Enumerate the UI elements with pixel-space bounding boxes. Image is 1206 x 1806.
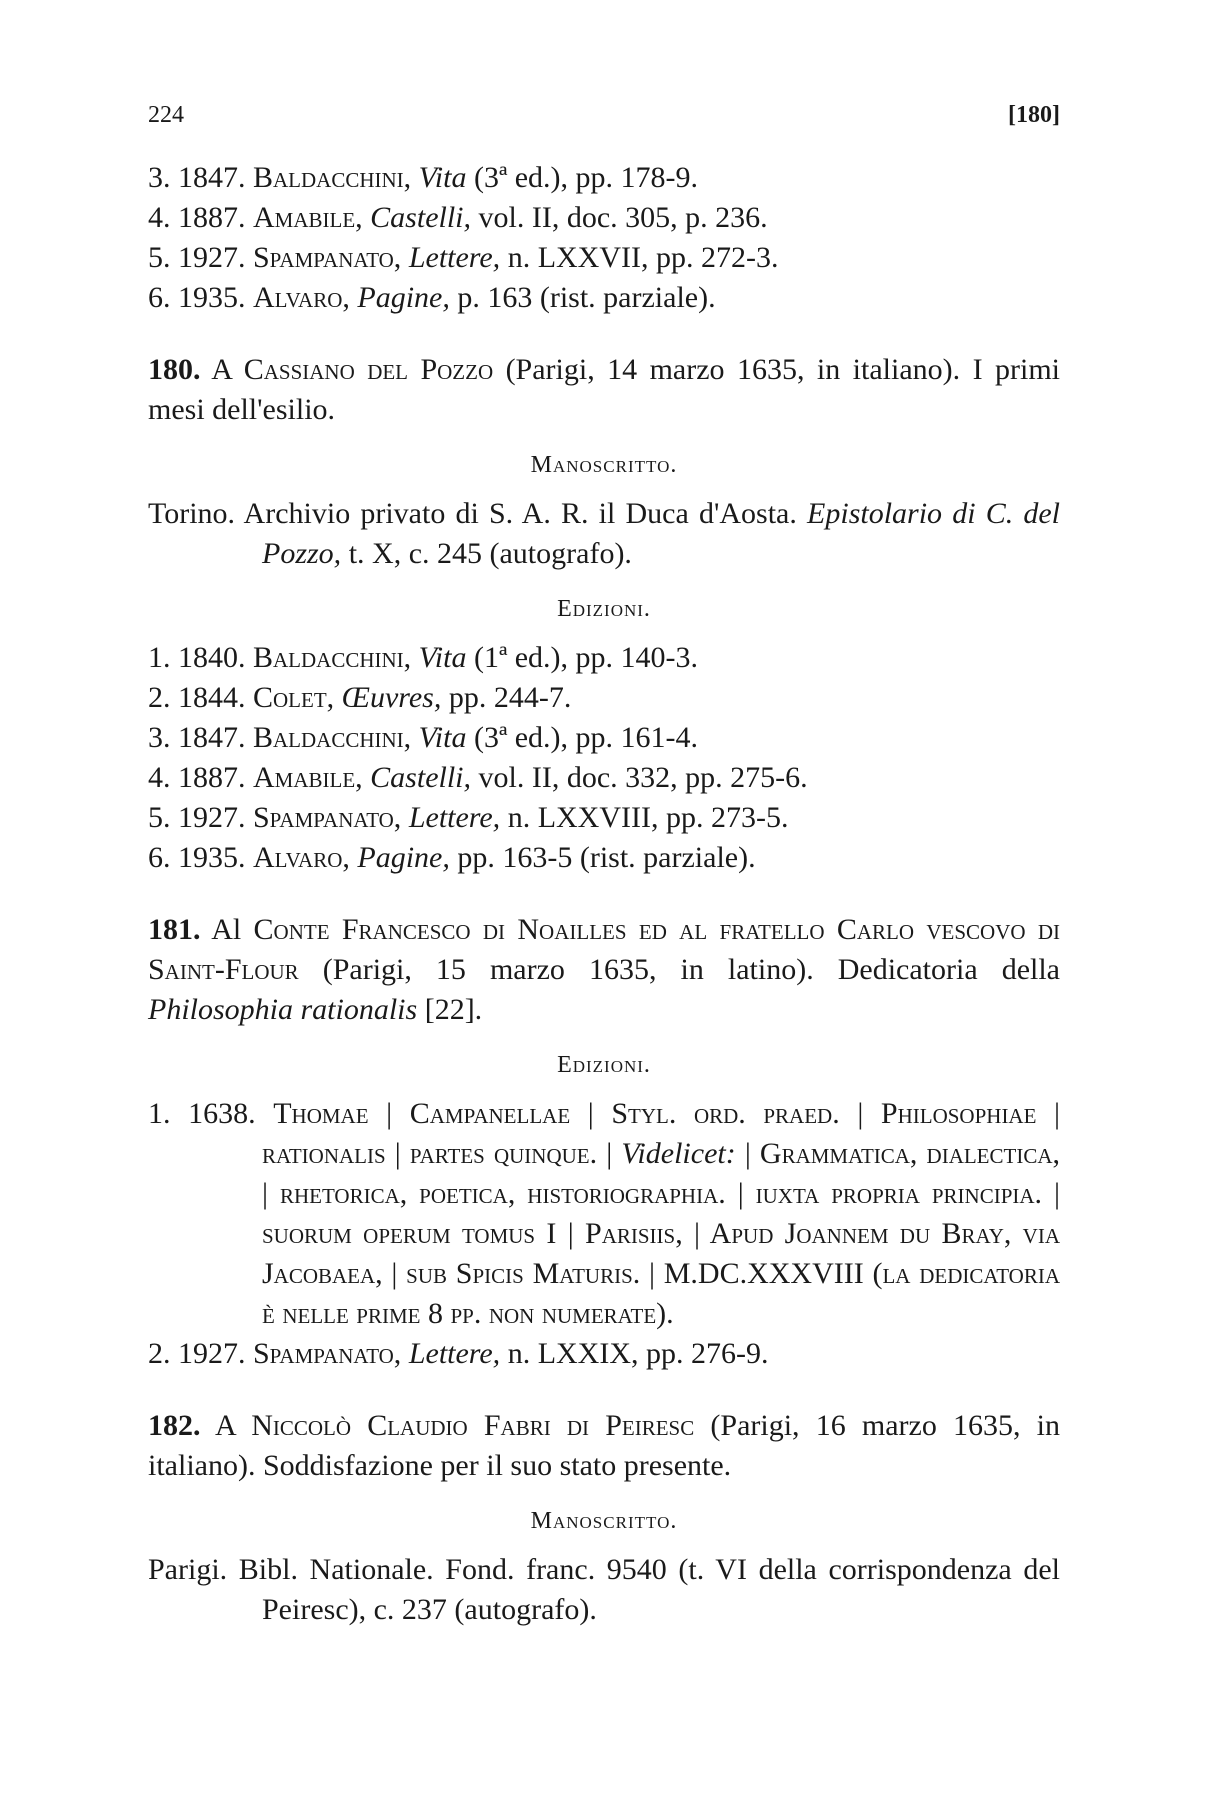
editions-heading: Edizioni. [557, 596, 651, 622]
manuscript-text: Parigi. Bibl. Nationale. Fond. franc. 9540 (t. VI della corrispondenza del Peiresc), c. 237 (autografo). [148, 1553, 1060, 1626]
entry-180-heading: 180. A Cassiano del Pozzo (Parigi, 14 marzo 1635, in italiano). I primi mesi dell'esilio. [148, 353, 1060, 426]
page-number: 224 [148, 102, 184, 128]
list-item: 4. 1887. Amabile, Castelli, vol. II, doc. 305, p. 236. [148, 201, 768, 234]
prev-editions-list [148, 158, 1060, 318]
manuscript-text: Torino. Archivio privato di S. A. R. il Duca d'Aosta. Epistolario di C. del Pozzo, t. X, c. 245 (autografo). [148, 497, 1061, 570]
list-item: 3. 1847. Baldacchini, Vita (3ª ed.), pp. 161-4. [148, 721, 699, 754]
list-item: 1. 1638. Thomae | Campanellae | Styl. ord. praed. | Philosophiae | rationalis | partes quinque. | Videlicet: | Grammatica, dialectica, | rhetorica, poetica, historiographia. | iuxta propria principia. | suorum operum tomus I | Parisiis, | Apud Joannem du Bray, via Jacobaea, | sub Spicis Maturis. | M.DC.XXXVIII (la dedicatoria è nelle prime 8 pp. non numerate). [148, 1097, 1061, 1330]
entry-182-heading: 182. A Niccolò Claudio Fabri di Peiresc (Parigi, 16 marzo 1635, in italiano). Soddisfazione per il suo stato presente. [148, 1409, 1061, 1482]
list-item: 6. 1935. Alvaro, Pagine, p. 163 (rist. parziale). [148, 281, 716, 314]
list-item: 5. 1927. Spampanato, Lettere, n. LXXVII, pp. 272-3. [148, 241, 779, 274]
list-item: 5. 1927. Spampanato, Lettere, n. LXXVIII, pp. 273-5. [148, 801, 789, 834]
manuscript-heading: Manoscritto. [530, 452, 678, 478]
list-item: 4. 1887. Amabile, Castelli, vol. II, doc. 332, pp. 275-6. [148, 761, 808, 794]
list-item: 2. 1927. Spampanato, Lettere, n. LXXIX, pp. 276-9. [148, 1337, 769, 1370]
entry-181-heading: 181. Al Conte Francesco di Noailles ed al fratello Carlo vescovo di Saint-Flour (Parigi, 15 marzo 1635, in latino). Dedicatoria della Philosophia rationalis [22]. [148, 913, 1061, 1026]
manuscript-heading: Manoscritto. [530, 1508, 678, 1534]
list-item: 2. 1844. Colet, Œuvres, pp. 244-7. [148, 681, 572, 714]
editions-heading: Edizioni. [557, 1052, 651, 1078]
list-item: 3. 1847. Baldacchini, Vita (3ª ed.), pp. 178-9. [148, 161, 699, 194]
editions-list [148, 638, 1060, 878]
list-item: 6. 1935. Alvaro, Pagine, pp. 163-5 (rist. parziale). [148, 841, 756, 874]
page-body [148, 158, 1060, 1630]
running-header [148, 96, 1060, 136]
section-number: [180] [1008, 102, 1060, 128]
list-item: 1. 1840. Baldacchini, Vita (1ª ed.), pp. 140-3. [148, 641, 699, 674]
editions-list [148, 1094, 1060, 1374]
